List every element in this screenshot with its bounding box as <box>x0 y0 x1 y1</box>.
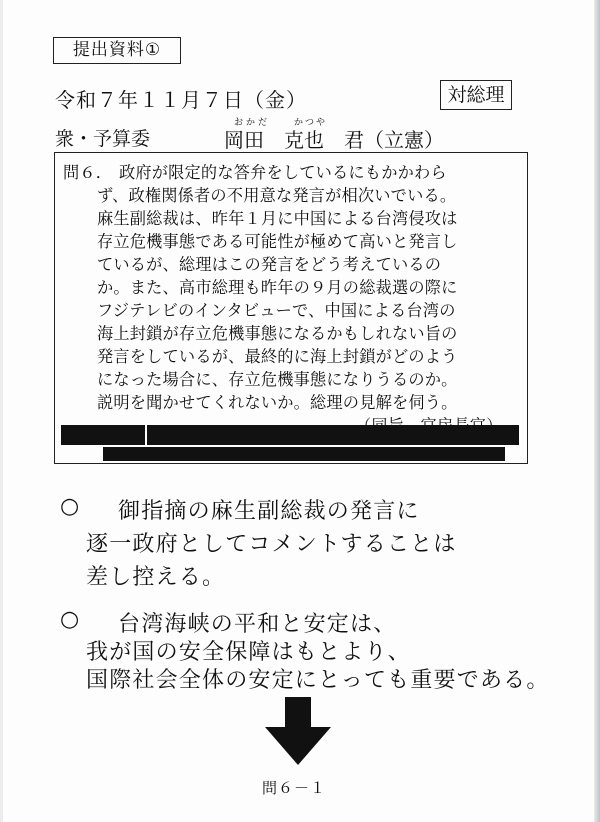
answer-line: 我が国の安全保障はもとより、 <box>86 640 411 665</box>
question-line: か。また、高市総理も昨年の９月の総裁選の際に <box>97 278 458 297</box>
committee-label: 衆・予算委 <box>55 128 151 150</box>
member-ruby-given: かつや <box>294 118 328 128</box>
question-line: 発言をしているが、最終的に海上封鎖がどのよう <box>97 347 458 366</box>
answer-bullet: ○ <box>60 494 80 519</box>
question-line: 存立危機事態である可能性が極めて高いと発言し <box>97 232 458 251</box>
document-date: 令和７年１１月７日（金） <box>55 88 307 112</box>
question-label: 問６． <box>63 163 113 182</box>
answer-line: 御指摘の麻生副総裁の発言に <box>118 499 420 524</box>
answer-line: 逐一政府としてコメントすることは <box>86 532 457 557</box>
question-line: ているが、総理はこの発言をどう考えているの <box>97 255 442 274</box>
question-line: 麻生副総裁は、昨年１月に中国による台湾侵攻は <box>97 209 458 228</box>
addressee-box: 対総理 <box>440 80 512 110</box>
page-edge-right <box>594 0 600 822</box>
page-number: 問６－１ <box>262 779 327 797</box>
question-line: になった場合に、存立危機事態になりうるのか。 <box>97 370 458 389</box>
question-box <box>54 152 528 464</box>
member-ruby-family: おかだ <box>234 118 271 128</box>
answer-bullet: ○ <box>60 607 80 632</box>
answer-line: 差し控える。 <box>86 565 226 590</box>
redaction-bar <box>147 425 519 445</box>
document-tag: 提出資料① <box>53 37 181 64</box>
question-line: フジテレビのインタビューで、中国による台湾の <box>97 301 456 320</box>
question-line: 説明を聞かせてくれないか。総理の見解を伺う。 <box>97 393 458 412</box>
answer-line: 台湾海峡の平和と安定は、 <box>118 612 397 637</box>
question-line: ず、政権関係者の不用意な発言が相次いでいる。 <box>97 186 457 205</box>
page-edge-left <box>0 0 3 822</box>
question-line: 海上封鎖が存立危機事態になるかもしれない旨の <box>97 324 458 343</box>
redaction-bar <box>103 447 505 461</box>
redaction-bar <box>61 425 145 445</box>
member-name: 岡田 克也 君（立憲） <box>224 128 444 152</box>
down-arrow-icon <box>265 697 331 765</box>
answer-line: 国際社会全体の安定にとっても重要である。 <box>86 668 550 693</box>
question-line: 政府が限定的な答弁をしているにもかかわら <box>119 163 447 182</box>
